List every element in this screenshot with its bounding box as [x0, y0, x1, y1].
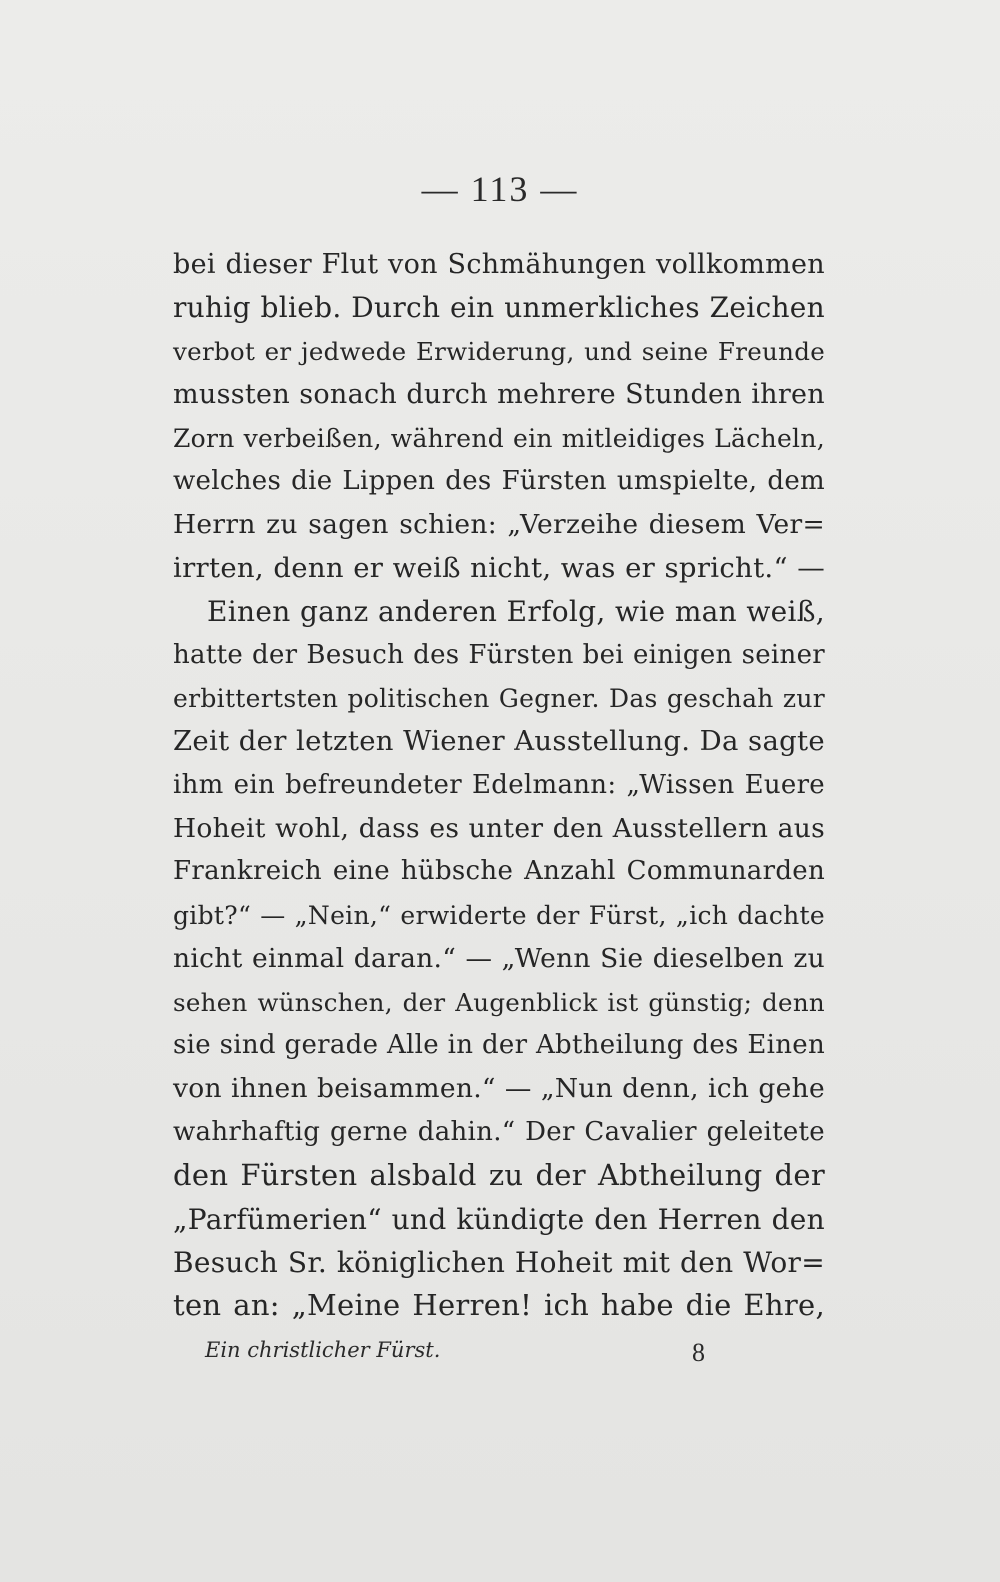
text-line: Zeit der letzten Wiener Ausstellung. Da sagte — [173, 725, 825, 758]
signature-mark: 8 — [692, 1338, 705, 1367]
text-line: irrten, denn er weiß nicht, was er spricht.“ — — [173, 551, 825, 584]
text-line: Einen ganz anderen Erfolg, wie man weiß, — [207, 595, 825, 629]
text-line: „Parfümerien“ und kündigte den Herren den — [173, 1202, 825, 1236]
text-line: ruhig blieb. Durch ein unmerkliches Zeichen — [173, 291, 825, 325]
text-line: nicht einmal daran.“ — „Wenn Sie dieselben zu — [173, 943, 825, 975]
text-line: gibt?“ — „Nein,“ erwiderte der Fürst, „ich dachte — [173, 900, 825, 930]
text-line: sie sind gerade Alle in der Abtheilung des Einen — [173, 1030, 825, 1061]
text-line: Frankreich eine hübsche Anzahl Communarden — [173, 856, 825, 887]
text-line: den Fürsten alsbald zu der Abtheilung der — [173, 1158, 825, 1193]
text-line: Besuch Sr. königlichen Hoheit mit den Wor= — [173, 1245, 825, 1279]
body-text — [173, 243, 825, 1328]
text-line: ihm ein befreundeter Edelmann: „Wissen Euere — [173, 769, 825, 800]
text-line: sehen wünschen, der Augenblick ist günstig; denn — [173, 987, 825, 1017]
text-line: Hoheit wohl, dass es unter den Ausstellern aus — [173, 813, 825, 845]
text-line: erbittertsten politischen Gegner. Das geschah zur — [173, 683, 825, 713]
text-line: von ihnen beisammen.“ — „Nun denn, ich gehe — [173, 1073, 825, 1105]
text-line: bei dieser Flut von Schmähungen vollkommen — [173, 249, 825, 280]
text-line: hatte der Besuch des Fürsten bei einigen seiner — [173, 639, 825, 670]
text-line: Zorn verbeißen, während ein mitleidiges Lächeln, — [173, 423, 825, 453]
text-line: Herrn zu sagen schien: „Verzeihe diesem Ver= — [173, 509, 825, 541]
text-line: mussten sonach durch mehrere Stunden ihren — [173, 379, 825, 411]
text-line: wahrhaftig gerne dahin.“ Der Cavalier geleitete — [173, 1116, 825, 1147]
footer-title: Ein christlicher Fürst. — [205, 1338, 441, 1362]
text-line: welches die Lippen des Fürsten umspielte, dem — [173, 465, 825, 496]
page-number: — 113 — — [421, 169, 579, 209]
text-line: ten an: „Meine Herren! ich habe die Ehre, — [173, 1288, 825, 1323]
text-line: verbot er jedwede Erwiderung, und seine Freunde — [173, 336, 825, 366]
